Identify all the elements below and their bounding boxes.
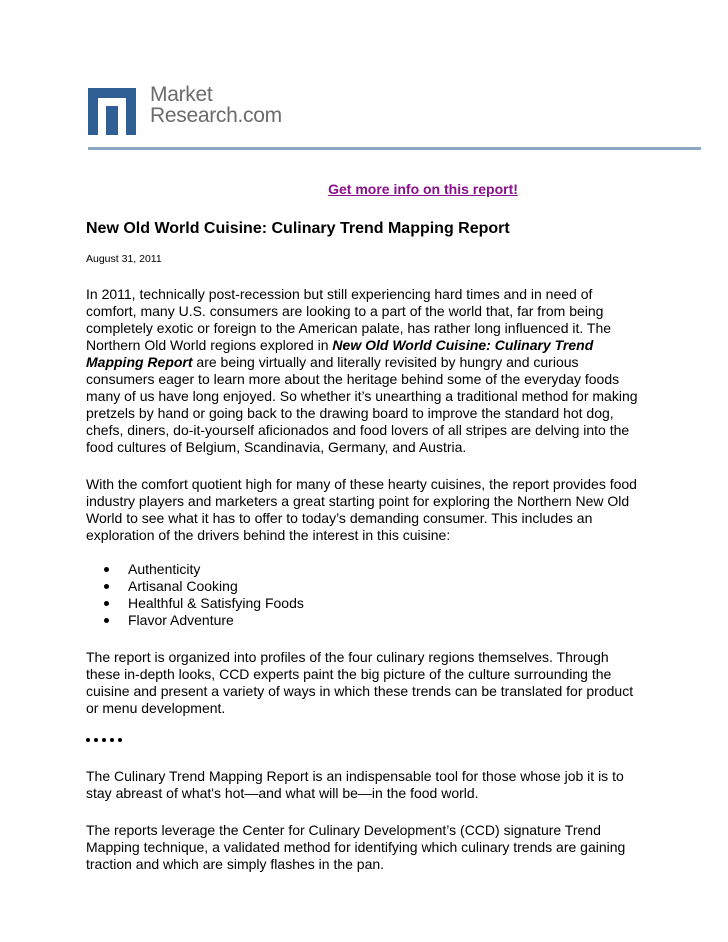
bullet-icon (104, 601, 109, 606)
separator-dot-icon (94, 738, 98, 742)
logo-mark-icon (88, 88, 136, 135)
paragraph-profiles: The report is organized into profiles of the four culinary regions themselves. Through these in-depth looks, CCD experts paint the big picture of the culture surrounding the cuisine and present a variety of ways in which these trends can be translated for product or menu development. (86, 649, 634, 716)
paragraph-intro-post: are being virtually and literally revisited by hungry and curious consumers eager to learn more about the heritage behind some of the everyday foods many of us have long enjoyed. So whether it’s unearthing a traditional method for making pretzels by hand or going back to the drawing board to improve the standard hot dog, chefs, diners, do-it-yourself aficionados and food lovers of all stripes are delving into the food cultures of Belgium, Scandinavia, Germany, and Austria. (86, 354, 638, 455)
report-info-link-wrap (0, 181, 728, 197)
separator-dot-icon (86, 738, 90, 742)
bullet-icon (104, 567, 109, 572)
paragraph-technique: The reports leverage the Center for Culinary Development’s (CCD) signature Trend Mapping technique, a validated method for identifying which culinary trends are gaining traction and which are simply flashes in the pan. (86, 822, 626, 872)
logo-line2: Research.com (150, 104, 282, 127)
list-item (104, 561, 646, 578)
bullet-icon (104, 584, 109, 589)
list-item (104, 595, 646, 612)
paragraph-intro-pre: In 2011, technically post-recession but still experiencing hard times and in need of comfort, many U.S. consumers are looking to a part of the world that, far from being completely exotic or foreign to the American palate, has rather long influenced it. The Northern Old World regions explored in (86, 286, 612, 353)
list-item (104, 612, 646, 629)
bullet-icon (104, 618, 109, 623)
report-title: New Old World Cuisine: Culinary Trend Mapping Report (86, 220, 510, 237)
header-rule (88, 147, 701, 150)
list-item-label: Artisanal Cooking (128, 578, 238, 594)
logo-line1: Market (150, 83, 213, 106)
report-title-emphasis: New Old World Cuisine: Culinary Trend Mapping Report (86, 337, 594, 370)
list-item-label: Flavor Adventure (128, 612, 234, 628)
drivers-list (86, 561, 646, 629)
logo-text (150, 84, 282, 126)
report-date: August 31, 2011 (86, 253, 162, 265)
paragraph-intro (86, 286, 646, 456)
section-separator (86, 731, 646, 748)
separator-dot-icon (102, 738, 106, 742)
separator-dot-icon (118, 738, 122, 742)
list-item-label: Healthful & Satisfying Foods (128, 595, 304, 611)
document-body (86, 218, 646, 873)
separator-dot-icon (110, 738, 114, 742)
paragraph-drivers: With the comfort quotient high for many of these hearty cuisines, the report provides food industry players and marketers a great starting point for exploring the Northern New Old World to see what it has to offer to today’s demanding consumer. This includes an exploration of the drivers behind the interest in this cuisine: (86, 476, 637, 543)
list-item (104, 578, 646, 595)
paragraph-tool: The Culinary Trend Mapping Report is an indispensable tool for those whose job it is to stay abreast of what's hot—and what will be—in the food world. (86, 768, 624, 801)
list-item-label: Authenticity (128, 561, 201, 577)
report-info-link[interactable]: Get more info on this report! (328, 181, 518, 197)
